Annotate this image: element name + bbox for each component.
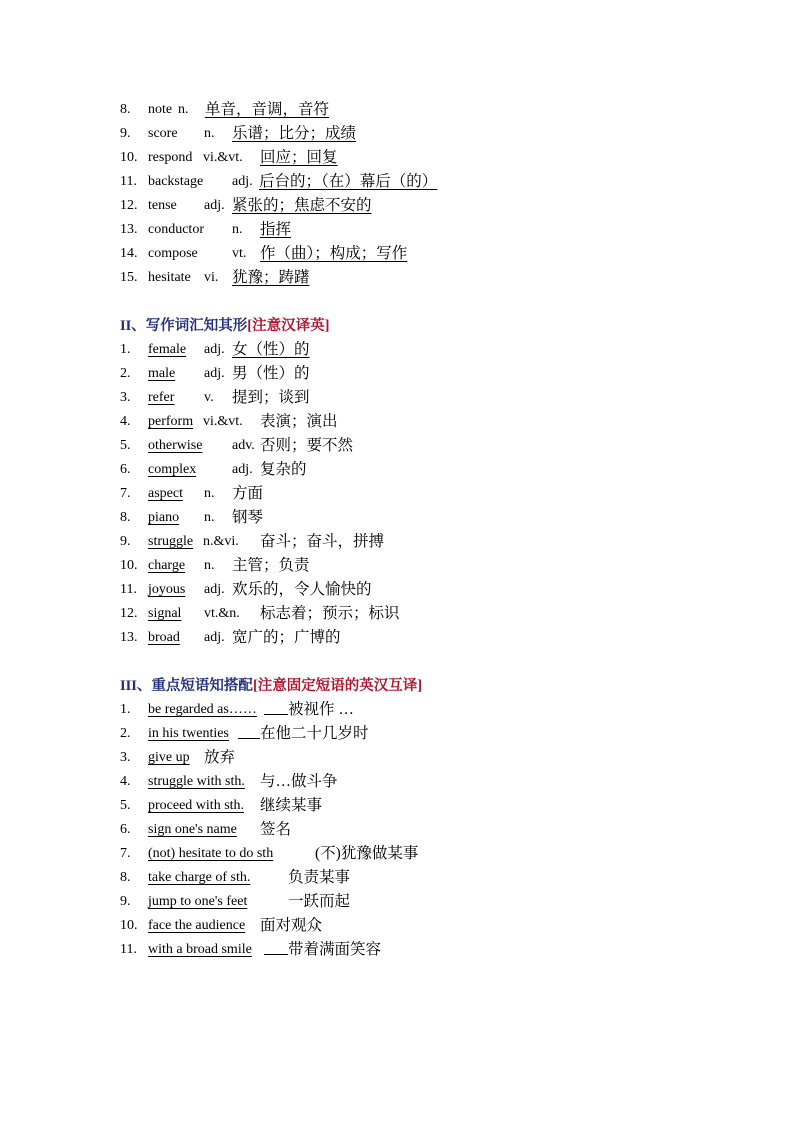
item-phrase: jump to one's feet [148, 894, 248, 909]
item-word: charge [148, 558, 186, 573]
item-number: 11. [120, 582, 137, 597]
item-meaning: 标志着；预示；标识 [260, 605, 400, 622]
item-number: 2. [120, 726, 131, 741]
item-pos: adv. [232, 438, 255, 453]
item-word: complex [148, 462, 197, 477]
item-meaning: 男（性）的 [232, 365, 310, 382]
item-word: signal [148, 606, 182, 621]
item-phrase: (not) hesitate to do sth [148, 846, 274, 861]
item-meaning: 单音，音调，音符 [205, 101, 330, 118]
item-word: female [148, 342, 187, 357]
section3-note: [注意固定短语的英汉互译] [252, 678, 423, 694]
item-number: 15. [120, 270, 138, 285]
item-meaning: 一跃而起 [288, 893, 351, 910]
item-phrase: give up [148, 750, 190, 765]
item-number: 5. [120, 798, 131, 813]
item-meaning: 否则；要不然 [260, 437, 354, 454]
item-pos: n. [204, 126, 215, 141]
item-word: conductor [148, 222, 204, 237]
item-word: piano [148, 510, 180, 525]
item-number: 10. [120, 558, 138, 573]
item-word: struggle [148, 534, 194, 549]
item-pos: n. [204, 558, 215, 573]
item-word: joyous [148, 582, 186, 597]
item-meaning: (不)犹豫做某事 [315, 845, 419, 862]
item-meaning: 在他二十几岁时 [260, 725, 369, 742]
item-number: 11. [120, 942, 137, 957]
item-number: 3. [120, 750, 131, 765]
item-meaning: 欢乐的，令人愉快的 [232, 581, 372, 598]
item-meaning: 复杂的 [260, 461, 307, 478]
item-pos: adj. [232, 462, 253, 477]
item-word: respond [148, 150, 193, 165]
item-meaning: 面对观众 [260, 917, 323, 934]
item-meaning: 犹豫；踌躇 [232, 269, 310, 286]
item-number: 8. [120, 102, 131, 117]
item-meaning: 指挥 [260, 221, 292, 238]
item-meaning: 奋斗；奋斗，拼搏 [260, 533, 385, 550]
item-phrase: take charge of sth. [148, 870, 251, 885]
item-pos: vt.&n. [204, 606, 240, 621]
section3-heading [120, 674, 422, 698]
item-number: 14. [120, 246, 138, 261]
item-pos: vt. [232, 246, 247, 261]
answer-blank [264, 698, 288, 715]
item-number: 9. [120, 894, 131, 909]
item-number: 10. [120, 150, 138, 165]
item-word: refer [148, 390, 175, 405]
answer-blank [238, 722, 260, 739]
item-number: 8. [120, 510, 131, 525]
item-number: 6. [120, 822, 131, 837]
item-word: aspect [148, 486, 183, 501]
item-pos: vi. [204, 270, 219, 285]
item-meaning: 后台的；（在）幕后（的） [259, 173, 438, 190]
section2-heading [120, 314, 329, 338]
item-pos: n.&vi. [203, 534, 239, 549]
item-pos: vi.&vt. [203, 414, 243, 429]
item-word: perform [148, 414, 194, 429]
item-pos: adj. [204, 342, 225, 357]
item-number: 7. [120, 486, 131, 501]
item-meaning: 提到；谈到 [232, 389, 310, 406]
item-number: 4. [120, 414, 131, 429]
item-meaning: 回应；回复 [260, 149, 338, 166]
item-pos: n. [204, 486, 215, 501]
item-number: 6. [120, 462, 131, 477]
item-meaning: 作（曲）；构成；写作 [260, 245, 408, 262]
item-phrase: sign one's name [148, 822, 237, 837]
item-word: otherwise [148, 438, 203, 453]
item-meaning: 表演；演出 [260, 413, 338, 430]
item-number: 13. [120, 222, 138, 237]
item-phrase: with a broad smile [148, 942, 252, 957]
item-word: male [148, 366, 176, 381]
item-pos: n. [232, 222, 243, 237]
section2-note: [注意汉译英] [247, 318, 330, 334]
item-number: 13. [120, 630, 138, 645]
item-meaning: 女（性）的 [232, 341, 310, 358]
item-pos: n. [204, 510, 215, 525]
item-meaning: 带着满面笑容 [288, 941, 382, 958]
item-meaning: 主管；负责 [232, 557, 310, 574]
item-word: hesitate [148, 270, 191, 285]
item-number: 1. [120, 342, 131, 357]
item-pos: v. [204, 390, 214, 405]
item-meaning: 签名 [260, 821, 292, 838]
item-meaning: 宽广的；广博的 [232, 629, 341, 646]
item-number: 3. [120, 390, 131, 405]
item-number: 12. [120, 606, 138, 621]
item-number: 9. [120, 534, 131, 549]
item-meaning: 继续某事 [260, 797, 323, 814]
item-word: backstage [148, 174, 204, 189]
item-number: 10. [120, 918, 138, 933]
item-phrase: struggle with sth. [148, 774, 245, 789]
item-number: 9. [120, 126, 131, 141]
item-meaning: 钢琴 [232, 509, 264, 526]
item-word: note [148, 102, 173, 117]
section2-title: II、写作词汇知其形 [120, 318, 248, 334]
item-number: 8. [120, 870, 131, 885]
item-word: broad [148, 630, 180, 645]
item-meaning: 负责某事 [288, 869, 351, 886]
item-pos: adj. [204, 630, 225, 645]
item-word: compose [148, 246, 198, 261]
item-pos: vi.&vt. [203, 150, 243, 165]
item-meaning: 与…做斗争 [260, 773, 338, 790]
item-meaning: 被视作 … [288, 701, 354, 718]
item-number: 11. [120, 174, 137, 189]
item-word: tense [148, 198, 177, 213]
item-meaning: 方面 [232, 485, 264, 502]
item-meaning: 乐谱；比分；成绩 [232, 125, 357, 142]
item-number: 1. [120, 702, 131, 717]
item-pos: adj. [204, 198, 225, 213]
item-pos: adj. [232, 174, 253, 189]
item-meaning: 放弃 [204, 749, 236, 766]
item-number: 4. [120, 774, 131, 789]
item-number: 12. [120, 198, 138, 213]
item-number: 7. [120, 846, 131, 861]
item-pos: adj. [204, 366, 225, 381]
item-phrase: in his twenties [148, 726, 229, 741]
item-phrase: proceed with sth. [148, 798, 245, 813]
item-meaning: 紧张的；焦虑不安的 [232, 197, 372, 214]
item-number: 5. [120, 438, 131, 453]
section3-title: III、重点短语知搭配 [120, 678, 253, 694]
item-phrase: face the audience [148, 918, 246, 933]
item-pos: n. [178, 102, 189, 117]
item-phrase: be regarded as…… [148, 702, 257, 717]
item-pos: adj. [204, 582, 225, 597]
item-number: 2. [120, 366, 131, 381]
answer-blank [264, 938, 288, 955]
item-word: score [148, 126, 178, 141]
